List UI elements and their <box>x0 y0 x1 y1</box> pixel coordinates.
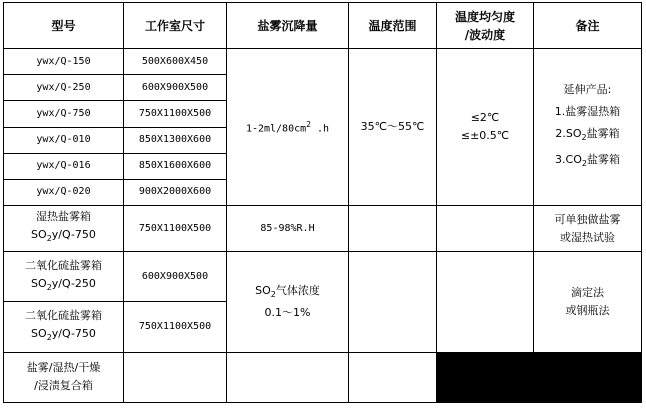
combo-model-line1: 盐雾/湿热/干燥 <box>26 361 101 375</box>
model-cell: ywx/Q-010 <box>4 127 124 153</box>
table-row <box>4 49 642 75</box>
model-cell: ywx/Q-250 <box>4 75 124 101</box>
model-cell <box>4 252 124 302</box>
model-cell: ywx/Q-016 <box>4 153 124 179</box>
deposition-sup: 2 <box>306 119 311 129</box>
header-notes: 备注 <box>534 3 642 49</box>
size-cell: 600X900X500 <box>124 75 227 101</box>
uniformity-line1: ≤2℃ <box>470 111 500 125</box>
combo-model-line2: /浸渍复合箱 <box>34 379 93 393</box>
size-cell: 750X1100X500 <box>124 302 227 352</box>
notes-cell <box>534 205 642 251</box>
temp-range-cell <box>349 352 437 402</box>
notes-cell <box>534 49 642 206</box>
notes-item2: $2.SO_2$盐雾箱 <box>555 126 620 143</box>
header-uniformity <box>437 3 534 49</box>
so2-notes-line1: 滴定法 <box>571 285 604 299</box>
so2-concentration-line2: 0.1～1% <box>264 306 311 320</box>
humid-notes-line2: 或湿热试验 <box>560 230 615 244</box>
model-cell: ywx/Q-750 <box>4 101 124 127</box>
notes-item1: 1.盐雾湿热箱 <box>554 104 621 118</box>
so2-model-line1: 二氧化硫盐雾箱 <box>25 308 102 322</box>
header-uniformity-line2: /波动度 <box>464 27 506 42</box>
so2-model-line2: $SO_2y/Q-250$ <box>31 276 96 292</box>
size-cell: 850X1600X600 <box>124 153 227 179</box>
humid-model-line1: 湿热盐雾箱 <box>36 210 91 224</box>
deposition-cell <box>227 352 349 402</box>
size-cell: 850X1300X600 <box>124 127 227 153</box>
header-model: 型号 <box>4 3 124 49</box>
table-row <box>4 205 642 251</box>
model-cell <box>4 302 124 352</box>
uniformity-cell <box>437 205 534 251</box>
size-cell: 900X2000X600 <box>124 179 227 205</box>
model-cell: ywx/Q-150 <box>4 49 124 75</box>
spec-table <box>3 2 642 403</box>
temp-range-cell <box>349 252 437 353</box>
table-row <box>4 252 642 302</box>
model-cell <box>4 205 124 251</box>
model-cell <box>4 352 124 402</box>
deposition-cell <box>227 252 349 353</box>
uniformity-cell <box>437 252 534 353</box>
size-cell: 750X1100X500 <box>124 205 227 251</box>
size-cell: 600X900X500 <box>124 252 227 302</box>
notes-item3: $3.CO_2$盐雾箱 <box>555 153 620 169</box>
temp-range-cell: 35℃～55℃ <box>349 49 437 206</box>
so2-model-line1: 二氧化硫盐雾箱 <box>25 258 102 272</box>
so2-concentration-line1: $SO_2$气体浓度 <box>255 283 320 300</box>
temp-range-cell <box>349 205 437 251</box>
header-uniformity-line1: 温度均匀度 <box>454 9 515 24</box>
deposition-cell: 85-98%R.H <box>227 205 349 251</box>
uniformity-cell <box>437 49 534 206</box>
notes-title: 延伸产品: <box>563 82 612 96</box>
notes-cell <box>534 252 642 353</box>
so2-notes-line2: 或钢瓶法 <box>565 303 610 317</box>
deposition-main: 1-2ml/80cm <box>245 123 307 135</box>
header-row <box>4 3 642 49</box>
size-cell: 750X1100X500 <box>124 101 227 127</box>
blacked-out-cell <box>437 352 642 402</box>
deposition-cell <box>227 49 349 206</box>
header-chamber-size: 工作室尺寸 <box>124 3 227 49</box>
header-temp-range: 温度范围 <box>349 3 437 49</box>
model-cell: ywx/Q-020 <box>4 179 124 205</box>
size-cell: 500X600X450 <box>124 49 227 75</box>
table-row <box>4 352 642 402</box>
size-cell <box>124 352 227 402</box>
uniformity-line2: ≤±0.5℃ <box>460 129 510 143</box>
so2-model-line2: $SO_2y/Q-750$ <box>31 326 96 343</box>
header-deposition: 盐雾沉降量 <box>227 3 349 49</box>
humid-model-line2: $SO_2y/Q-750$ <box>31 228 96 244</box>
deposition-tail: .h <box>310 123 330 135</box>
humid-notes-line1: 可单独做盐雾 <box>554 212 621 226</box>
